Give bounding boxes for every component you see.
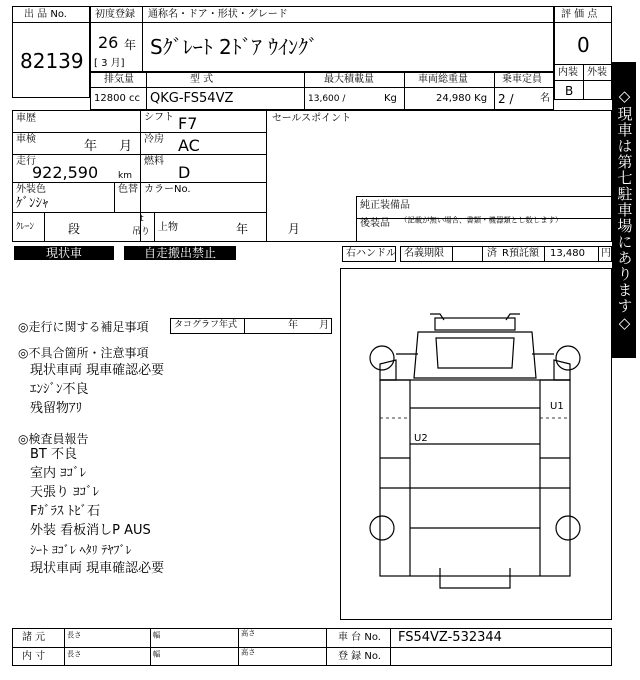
current-car-badge: 現状車 bbox=[14, 246, 114, 260]
interior-width-label: 幅 bbox=[153, 651, 161, 659]
mileage-unit: km bbox=[118, 171, 132, 181]
dimensions-label: 諸 元 bbox=[22, 632, 46, 643]
inspector-title: ◎検査員報告 bbox=[18, 432, 89, 446]
parking-notice: ◇現車は第七駐車場にあります◇ bbox=[612, 62, 636, 358]
defect-item: ｴﾝｼﾞﾝ不良 bbox=[30, 382, 89, 397]
displacement-label: 排気量 bbox=[104, 74, 134, 85]
shift: F7 bbox=[178, 114, 198, 133]
mileage: 922,590 bbox=[32, 163, 99, 182]
fuel-label: 燃料 bbox=[144, 156, 164, 167]
year-unit: 年 bbox=[124, 38, 137, 52]
interior-dimensions-label: 内 寸 bbox=[22, 651, 46, 662]
defect-item: 残留物ｱﾘ bbox=[30, 401, 83, 416]
chassis-number-label: 車 台 No. bbox=[338, 632, 381, 643]
sales-point-label: セールスポイント bbox=[272, 113, 352, 124]
yen-label: 円 bbox=[601, 248, 611, 259]
inspector-item: Fｶﾞﾗｽ ﾄﾋﾞ石 bbox=[30, 504, 101, 519]
exterior-color: ｹﾞﾝｼｬ bbox=[16, 196, 49, 211]
inspector-item: BT 不良 bbox=[30, 447, 77, 462]
model-code-label: 型 式 bbox=[190, 74, 214, 85]
crane-label: ｸﾚｰﾝ bbox=[16, 222, 35, 232]
defects-title: ◎不具合箇所・注意事項 bbox=[18, 346, 149, 360]
model-name: Sｸﾞﾚｰﾄ 2ﾄﾞｱ ｳｲﾝｸﾞ bbox=[150, 35, 319, 59]
crane-hang: 吊り bbox=[132, 227, 151, 237]
height-label: 高さ bbox=[241, 630, 256, 638]
damage-mark-u2: U2 bbox=[414, 433, 428, 444]
capacity-label: 乗車定員 bbox=[502, 74, 542, 85]
history-label: 車歴 bbox=[16, 113, 36, 124]
exterior-color-label: 外装色 bbox=[16, 184, 46, 195]
ac-label: 冷房 bbox=[144, 134, 164, 145]
aftermarket-note: （記載が無い場合、書類・機器類とし数します） bbox=[400, 217, 563, 226]
length-label: 長さ bbox=[67, 632, 82, 640]
score-label: 評 価 点 bbox=[561, 9, 598, 20]
lot-number-label: 出 品 No. bbox=[24, 9, 67, 20]
running-notes-title: ◎走行に関する補足事項 bbox=[18, 320, 149, 334]
chassis-number: FS54VZ-532344 bbox=[398, 630, 502, 645]
registration-number-label: 登 録 No. bbox=[338, 651, 381, 662]
width-label: 幅 bbox=[153, 632, 161, 640]
inspector-item: 外装 看板消しP AUS bbox=[30, 523, 151, 538]
recycle-deposit-label: R預託額 bbox=[502, 248, 539, 259]
first-registration-year: 26 bbox=[98, 33, 119, 52]
max-load: 13,600 / bbox=[308, 94, 346, 104]
tachograph-label: タコグラフ年式 bbox=[174, 320, 238, 330]
interior-grade-label: 内装 bbox=[558, 67, 578, 78]
score-value: 0 bbox=[577, 33, 590, 57]
inspection-label: 車検 bbox=[16, 134, 36, 145]
inspector-item: 天張り ﾖｺﾞﾚ bbox=[30, 485, 100, 500]
recycle-amount: 13,480 bbox=[550, 248, 585, 259]
handle: 右ハンドル bbox=[346, 248, 396, 259]
color-change-label: 色替 bbox=[118, 184, 138, 195]
recycle-done-label: 済 bbox=[487, 248, 497, 259]
first-registration-month: [ 3 月] bbox=[94, 58, 125, 69]
inspector-item: 室内 ﾖｺﾞﾚ bbox=[30, 466, 87, 481]
shift-label: シフト bbox=[144, 112, 174, 123]
displacement: 12800 cc bbox=[94, 93, 140, 104]
damage-mark-u1: U1 bbox=[550, 401, 564, 412]
gross-weight: 24,980 Kg bbox=[436, 93, 488, 104]
upper-body-date: 年 月 bbox=[236, 222, 300, 236]
genuine-equipment-label: 純正装備品 bbox=[360, 200, 410, 211]
name-change-deadline-label: 名義期限 bbox=[404, 248, 444, 259]
gross-weight-label: 車両総重量 bbox=[418, 74, 468, 85]
interior-height-label: 高さ bbox=[241, 649, 256, 657]
truck-outline-diagram bbox=[340, 268, 612, 620]
first-registration-label: 初度登録 bbox=[95, 9, 135, 20]
fuel: D bbox=[178, 163, 191, 182]
upper-body-label: 上物 bbox=[158, 222, 178, 233]
ac: AC bbox=[178, 136, 200, 155]
crane-ton: t bbox=[140, 214, 144, 224]
model-label: 通称名・ドア・形状・グレード bbox=[148, 9, 288, 20]
capacity: 2 / bbox=[498, 92, 514, 106]
tachograph-value: 年 月 bbox=[288, 320, 330, 331]
interior-grade: B bbox=[565, 84, 574, 98]
defect-item: 現状車両 現車確認必要 bbox=[30, 363, 165, 378]
model-code: QKG-FS54VZ bbox=[150, 91, 234, 106]
exterior-grade-label: 外装 bbox=[587, 67, 607, 78]
inspection-value: 年 月 bbox=[84, 139, 133, 154]
max-load-unit: Kg bbox=[384, 93, 397, 104]
max-load-label: 最大積載量 bbox=[324, 74, 374, 85]
lot-number: 82139 bbox=[20, 49, 84, 73]
interior-length-label: 長さ bbox=[67, 651, 82, 659]
inspector-item: ｼｰﾄ ﾖｺﾞﾚ ﾍﾀﾘ ﾃﾔﾌﾞﾚ bbox=[30, 543, 132, 557]
self-drive-ban-badge: 自走搬出禁止 bbox=[124, 246, 236, 260]
inspector-item: 現状車両 現車確認必要 bbox=[30, 561, 165, 576]
mileage-label: 走行 bbox=[16, 156, 36, 167]
capacity-unit: 名 bbox=[540, 93, 550, 104]
crane-steps: 段 bbox=[68, 222, 81, 236]
aftermarket-label: 後装品 bbox=[360, 218, 390, 229]
color-number-label: カラーNo. bbox=[144, 184, 191, 195]
